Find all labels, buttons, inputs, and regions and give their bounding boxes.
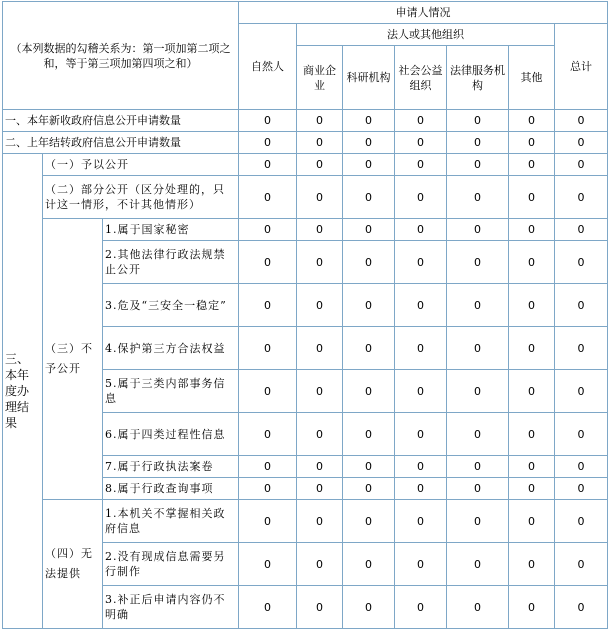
row-label: （二）部分公开（区分处理的，只计这一情形，不计其他情形）: [43, 176, 239, 219]
section-three-label: 三、本年度办理结果: [3, 154, 43, 629]
row-label: 3.危及“三安全一稳定”: [103, 284, 239, 327]
cell-value: 0: [555, 478, 608, 500]
cell-value: 0: [395, 478, 447, 500]
cell-value: 0: [239, 543, 297, 586]
row-label: 1.本机关不掌握相关政府信息: [103, 500, 239, 543]
row-label: 5.属于三类内部事务信息: [103, 370, 239, 413]
cell-value: 0: [395, 110, 447, 132]
cell-value: 0: [297, 154, 343, 176]
cell-value: 0: [447, 543, 509, 586]
cell-value: 0: [239, 456, 297, 478]
cell-value: 0: [239, 478, 297, 500]
cell-value: 0: [555, 327, 608, 370]
cell-value: 0: [343, 241, 395, 284]
cell-value: 0: [509, 327, 555, 370]
cell-value: 0: [555, 413, 608, 456]
cell-value: 0: [343, 456, 395, 478]
cell-value: 0: [343, 543, 395, 586]
row-label: 一、本年新收政府信息公开申请数量: [3, 110, 239, 132]
cell-value: 0: [509, 478, 555, 500]
cell-value: 0: [555, 176, 608, 219]
cell-value: 0: [395, 456, 447, 478]
table-row: [3, 219, 608, 241]
cell-value: 0: [395, 413, 447, 456]
cell-value: 0: [509, 176, 555, 219]
cell-value: 0: [395, 500, 447, 543]
cell-value: 0: [395, 586, 447, 629]
cell-value: 0: [343, 327, 395, 370]
cell-value: 0: [343, 219, 395, 241]
cell-value: 0: [447, 413, 509, 456]
cell-value: 0: [555, 154, 608, 176]
cell-value: 0: [447, 241, 509, 284]
cell-value: 0: [395, 370, 447, 413]
cell-value: 0: [509, 132, 555, 154]
cell-value: 0: [239, 154, 297, 176]
cell-value: 0: [343, 586, 395, 629]
row-label: 4.保护第三方合法权益: [103, 327, 239, 370]
cell-value: 0: [239, 176, 297, 219]
cell-value: 0: [447, 284, 509, 327]
cell-value: 0: [509, 241, 555, 284]
table-row: [3, 500, 608, 543]
cell-value: 0: [509, 110, 555, 132]
table-row: [3, 132, 608, 154]
cell-value: 0: [297, 413, 343, 456]
row-label: 1.属于国家秘密: [103, 219, 239, 241]
cell-value: 0: [343, 478, 395, 500]
legal-or-org-header: 法人或其他组织: [297, 24, 555, 46]
social-welfare-header: 社会公益组织: [395, 46, 447, 110]
cell-value: 0: [509, 284, 555, 327]
cell-value: 0: [297, 370, 343, 413]
cell-value: 0: [395, 241, 447, 284]
research-header: 科研机构: [343, 46, 395, 110]
table-row: [3, 154, 608, 176]
cell-value: 0: [447, 327, 509, 370]
cell-value: 0: [447, 110, 509, 132]
cell-value: 0: [555, 543, 608, 586]
table-row: [3, 110, 608, 132]
row-label: 6.属于四类过程性信息: [103, 413, 239, 456]
row-label: 二、上年结转政府信息公开申请数量: [3, 132, 239, 154]
cell-value: 0: [395, 219, 447, 241]
cell-value: 0: [555, 110, 608, 132]
cell-value: 0: [343, 132, 395, 154]
row-label: 3.补正后申请内容仍不明确: [103, 586, 239, 629]
applicant-situation-header: 申请人情况: [239, 2, 608, 24]
cell-value: 0: [447, 456, 509, 478]
cell-value: 0: [555, 132, 608, 154]
cell-value: 0: [239, 241, 297, 284]
cell-value: 0: [555, 219, 608, 241]
cell-value: 0: [297, 327, 343, 370]
cell-value: 0: [343, 413, 395, 456]
cell-value: 0: [343, 154, 395, 176]
cell-value: 0: [509, 586, 555, 629]
row-label: 8.属于行政查询事项: [103, 478, 239, 500]
cell-value: 0: [509, 543, 555, 586]
cell-value: 0: [239, 370, 297, 413]
cell-value: 0: [297, 110, 343, 132]
cell-value: 0: [343, 370, 395, 413]
cell-value: 0: [395, 154, 447, 176]
natural-person-header: 自然人: [239, 24, 297, 110]
cell-value: 0: [395, 327, 447, 370]
cell-value: 0: [509, 500, 555, 543]
cell-value: 0: [297, 219, 343, 241]
total-header: 总计: [555, 24, 608, 110]
table-row: [3, 176, 608, 219]
cell-value: 0: [447, 370, 509, 413]
cell-value: 0: [297, 132, 343, 154]
cell-value: 0: [239, 500, 297, 543]
cell-value: 0: [343, 176, 395, 219]
cell-value: 0: [297, 284, 343, 327]
cell-value: 0: [239, 110, 297, 132]
cell-value: 0: [447, 586, 509, 629]
cell-value: 0: [555, 586, 608, 629]
cell-value: 0: [239, 327, 297, 370]
cell-value: 0: [555, 500, 608, 543]
cell-value: 0: [555, 241, 608, 284]
cell-value: 0: [239, 219, 297, 241]
row-label: 2.其他法律行政法规禁止公开: [103, 241, 239, 284]
other-header: 其他: [509, 46, 555, 110]
cell-value: 0: [343, 110, 395, 132]
cell-value: 0: [297, 456, 343, 478]
cell-value: 0: [239, 586, 297, 629]
row-label: 7.属于行政执法案卷: [103, 456, 239, 478]
row-label: （一）予以公开: [43, 154, 239, 176]
cell-value: 0: [239, 132, 297, 154]
group-three-label: （三）不予公开: [43, 219, 103, 500]
cell-value: 0: [395, 543, 447, 586]
cell-value: 0: [297, 586, 343, 629]
cell-value: 0: [447, 132, 509, 154]
cell-value: 0: [395, 284, 447, 327]
disclosure-report-table: [2, 1, 608, 629]
cell-value: 0: [395, 176, 447, 219]
group-four-label: （四）无法提供: [43, 500, 103, 629]
cell-value: 0: [447, 478, 509, 500]
cell-value: 0: [239, 284, 297, 327]
legal-service-header: 法律服务机构: [447, 46, 509, 110]
cell-value: 0: [297, 241, 343, 284]
cell-value: 0: [447, 500, 509, 543]
cell-value: 0: [343, 284, 395, 327]
cell-value: 0: [297, 543, 343, 586]
cell-value: 0: [297, 176, 343, 219]
cell-value: 0: [447, 176, 509, 219]
cell-value: 0: [555, 370, 608, 413]
commercial-header: 商业企业: [297, 46, 343, 110]
cell-value: 0: [395, 132, 447, 154]
cell-value: 0: [509, 413, 555, 456]
cell-value: 0: [297, 478, 343, 500]
cell-value: 0: [343, 500, 395, 543]
cell-value: 0: [447, 219, 509, 241]
cell-value: 0: [239, 413, 297, 456]
cell-value: 0: [555, 284, 608, 327]
cell-value: 0: [297, 500, 343, 543]
header-row-1: [3, 2, 608, 24]
cell-value: 0: [509, 154, 555, 176]
row-label: 2.没有现成信息需要另行制作: [103, 543, 239, 586]
cell-value: 0: [447, 154, 509, 176]
cell-value: 0: [509, 370, 555, 413]
note-cell: （本列数据的勾稽关系为：第一项加第二项之和，等于第三项加第四项之和）: [3, 2, 239, 110]
cell-value: 0: [509, 456, 555, 478]
cell-value: 0: [555, 456, 608, 478]
cell-value: 0: [509, 219, 555, 241]
